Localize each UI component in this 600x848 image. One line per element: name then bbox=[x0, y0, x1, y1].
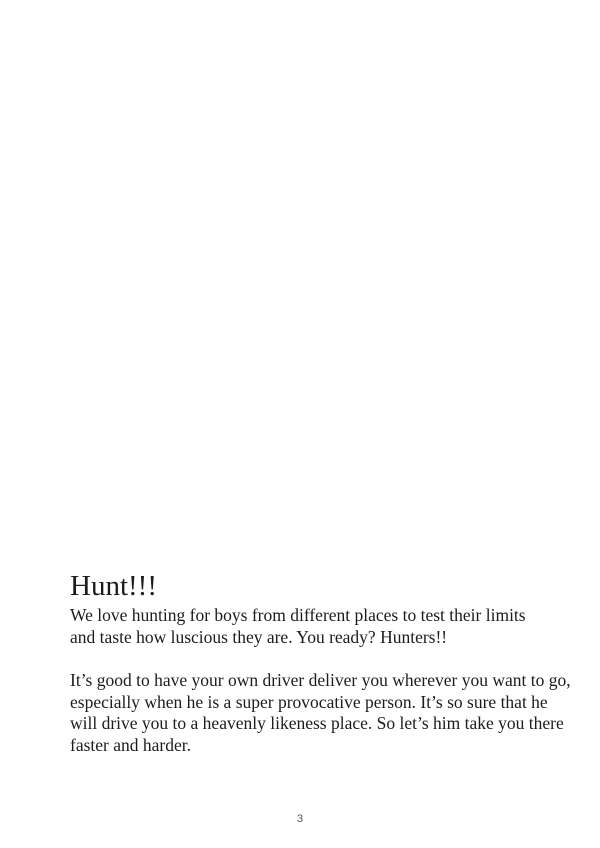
paragraph-intro bbox=[70, 605, 582, 648]
paragraph-line: faster and harder. bbox=[70, 734, 191, 755]
text-block bbox=[70, 571, 582, 756]
paragraph-line: We love hunting for boys from different places to test their limits bbox=[70, 605, 526, 625]
paragraph-line: It’s good to have your own driver deliver you wherever you want to go, bbox=[70, 670, 571, 690]
paragraph-line: especially when he is a super provocative person. It’s so sure that he bbox=[70, 691, 548, 712]
paragraph-body bbox=[70, 670, 582, 756]
paragraph-line: and taste how luscious they are. You ready? Hunters!! bbox=[70, 626, 448, 647]
page-title: Hunt!!! bbox=[70, 570, 157, 602]
paragraph-line: will drive you to a heavenly likeness place. So let’s him take you there bbox=[70, 713, 564, 733]
page-number: 3 bbox=[296, 813, 304, 825]
